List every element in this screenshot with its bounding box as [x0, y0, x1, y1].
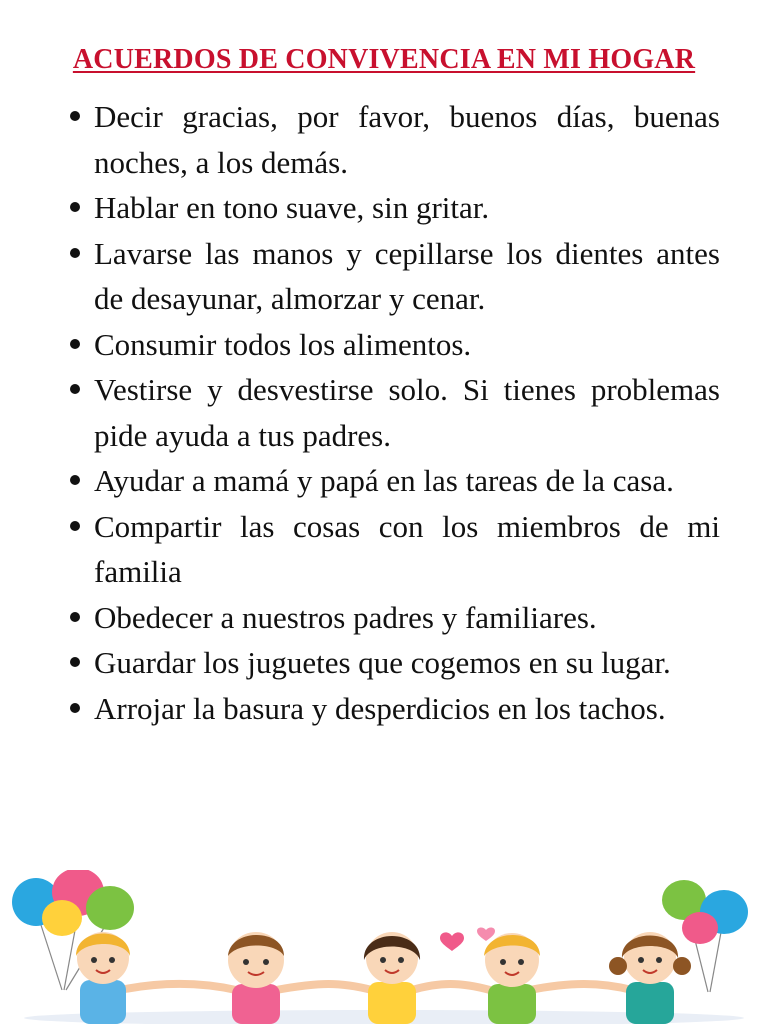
bullet-icon — [70, 248, 80, 258]
child-figure — [76, 932, 130, 1024]
rule-item-1 — [68, 94, 720, 185]
rule-text: Compartir las cosas con los miembros de mi familia — [94, 508, 720, 589]
bullet-icon — [70, 475, 80, 485]
child-figure — [228, 932, 284, 1024]
bullet-icon — [70, 202, 80, 212]
bullet-icon — [70, 111, 80, 121]
child-figure — [364, 932, 420, 1024]
children-holding-hands-illustration — [0, 870, 768, 1024]
rule-text: Hablar en tono suave, sin gritar. — [94, 190, 490, 225]
heart-icon — [440, 932, 464, 951]
rule-text: Vestirse y desvestirse solo. Si tienes problemas pide ayuda a tus padres. — [94, 372, 720, 453]
bullet-icon — [70, 521, 80, 531]
bullet-icon — [70, 612, 80, 622]
rules-list — [68, 94, 720, 731]
child-figure — [484, 933, 540, 1024]
rule-text: Obedecer a nuestros padres y familiares. — [94, 599, 597, 635]
rule-text: Lavarse las manos y cepillarse los dientes antes de desayunar, almorzar y cenar. — [94, 235, 720, 316]
rule-item-10 — [68, 686, 720, 732]
rule-item-4 — [68, 322, 720, 368]
right-balloons-icon — [662, 880, 748, 992]
bullet-icon — [70, 703, 80, 713]
heart-icon — [477, 927, 495, 941]
document-title: ACUERDOS DE CONVIVENCIA EN MI HOGAR — [72, 44, 696, 75]
bullet-icon — [70, 384, 80, 394]
rule-item-3 — [68, 231, 720, 322]
rule-text: Consumir todos los alimentos. — [94, 326, 472, 362]
rule-item-2 — [68, 185, 720, 231]
rule-item-8 — [68, 595, 720, 641]
rule-item-7 — [68, 504, 720, 595]
rule-item-6 — [68, 458, 720, 504]
rule-item-5 — [68, 367, 720, 458]
rule-text: Arrojar la basura y desperdicios en los tachos. — [94, 690, 666, 726]
rule-text: Decir gracias, por favor, buenos días, buenas noches, a los demás. — [94, 99, 720, 180]
bullet-icon — [70, 657, 80, 667]
rule-item-9 — [68, 640, 720, 686]
rule-text: Ayudar a mamá y papá en las tareas de la casa. — [94, 463, 674, 498]
bullet-icon — [70, 339, 80, 349]
rule-text: Guardar los juguetes que cogemos en su lugar. — [94, 645, 671, 680]
child-figure — [609, 932, 691, 1024]
